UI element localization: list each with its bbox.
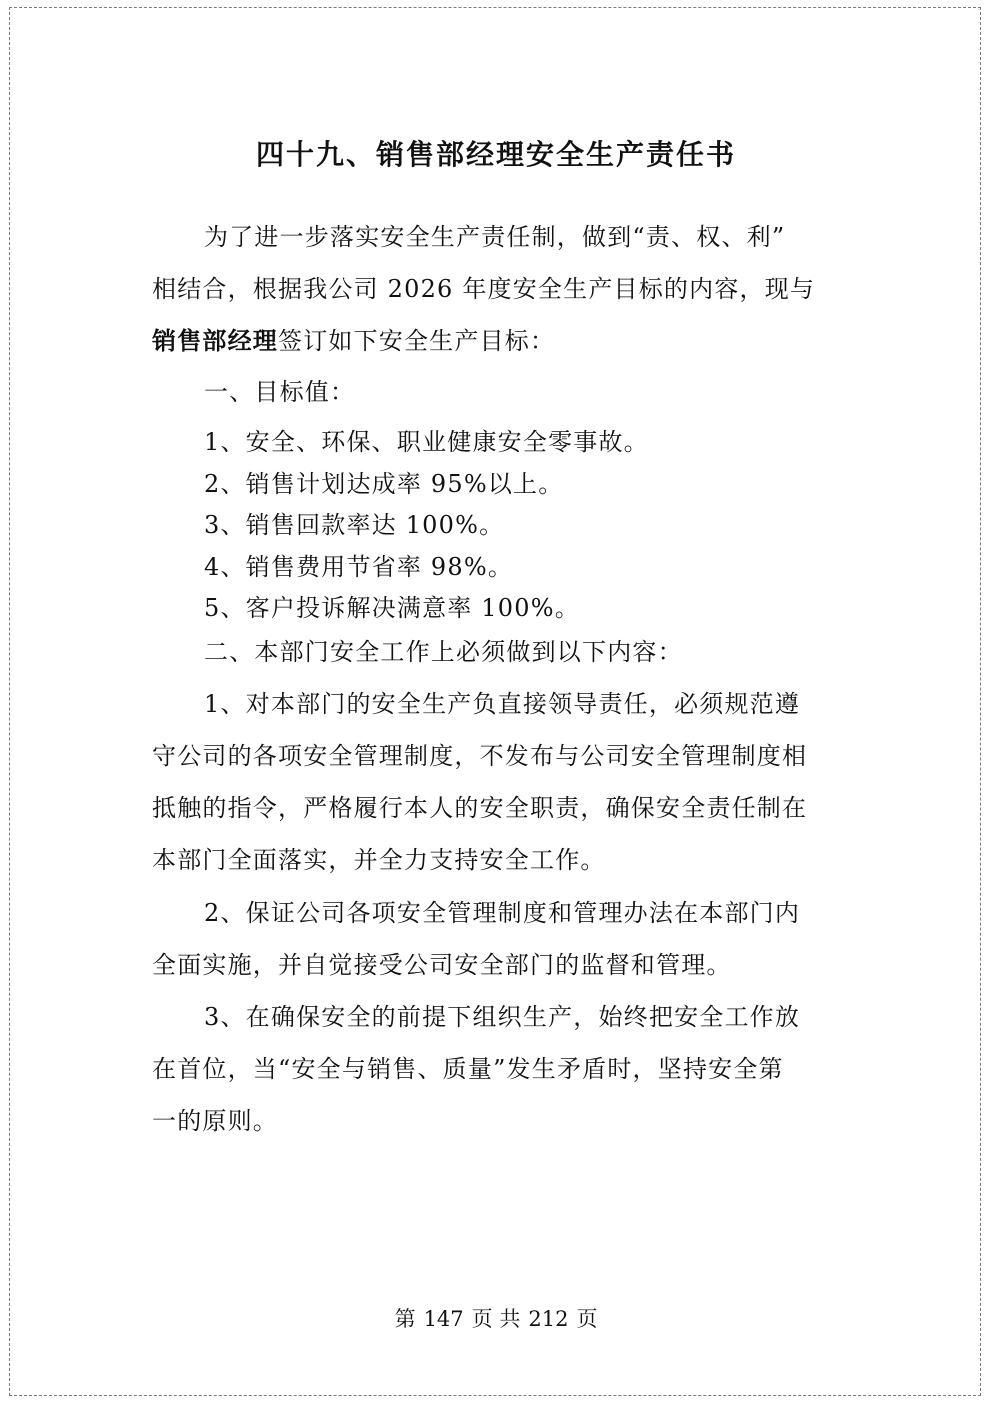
target-item: 5、客户投诉解决满意率 100%。 — [204, 594, 580, 622]
para1-line: 守公司的各项安全管理制度，不发布与公司安全管理制度相 — [152, 742, 808, 770]
para3-line: 在首位，当“安全与销售、质量”发生矛盾时，坚持安全第 — [152, 1055, 784, 1083]
current-page-number: 147 — [423, 1307, 464, 1331]
target-item: 4、销售费用节省率 98%。 — [204, 553, 514, 581]
target-item: 3、销售回款率达 100%。 — [204, 511, 505, 539]
intro-line-3-rest: 签订如下安全生产目标： — [278, 327, 556, 355]
footer-middle: 页 共 — [471, 1307, 521, 1331]
target-item: 1、安全、环保、职业健康安全零事故。 — [204, 428, 649, 456]
footer-prefix: 第 — [394, 1307, 416, 1331]
para3-line: 3、在确保安全的前提下组织生产，始终把安全工作放 — [204, 1003, 801, 1031]
section2-heading: 二、本部门安全工作上必须做到以下内容： — [204, 638, 683, 666]
signatory-name: 销售部经理 — [152, 326, 278, 355]
para1-line: 抵触的指令，严格履行本人的安全职责，确保安全责任制在 — [152, 794, 808, 822]
target-item: 2、销售计划达成率 95%以上。 — [204, 470, 564, 498]
document-title: 四十九、销售部经理安全生产责任书 — [255, 138, 736, 171]
section1-heading: 一、目标值： — [204, 378, 356, 406]
total-page-count: 212 — [528, 1307, 569, 1331]
para3-line: 一的原则。 — [152, 1107, 278, 1135]
page-footer — [0, 1306, 992, 1332]
intro-line-1: 为了进一步落实安全生产责任制，做到“责、权、利” — [204, 223, 786, 251]
para2-line: 全面实施，并自觉接受公司安全部门的监督和管理。 — [152, 951, 732, 979]
para1-line: 本部门全面落实，并全力支持安全工作。 — [152, 846, 606, 874]
footer-suffix: 页 — [576, 1307, 598, 1331]
para2-line: 2、保证公司各项安全管理制度和管理办法在本部门内 — [204, 899, 801, 927]
para1-line: 1、对本部门的安全生产负直接领导责任，必须规范遵 — [204, 690, 801, 718]
intro-line-3 — [152, 326, 852, 356]
intro-line-2: 相结合，根据我公司 2026 年度安全生产目标的内容，现与 — [152, 275, 816, 303]
